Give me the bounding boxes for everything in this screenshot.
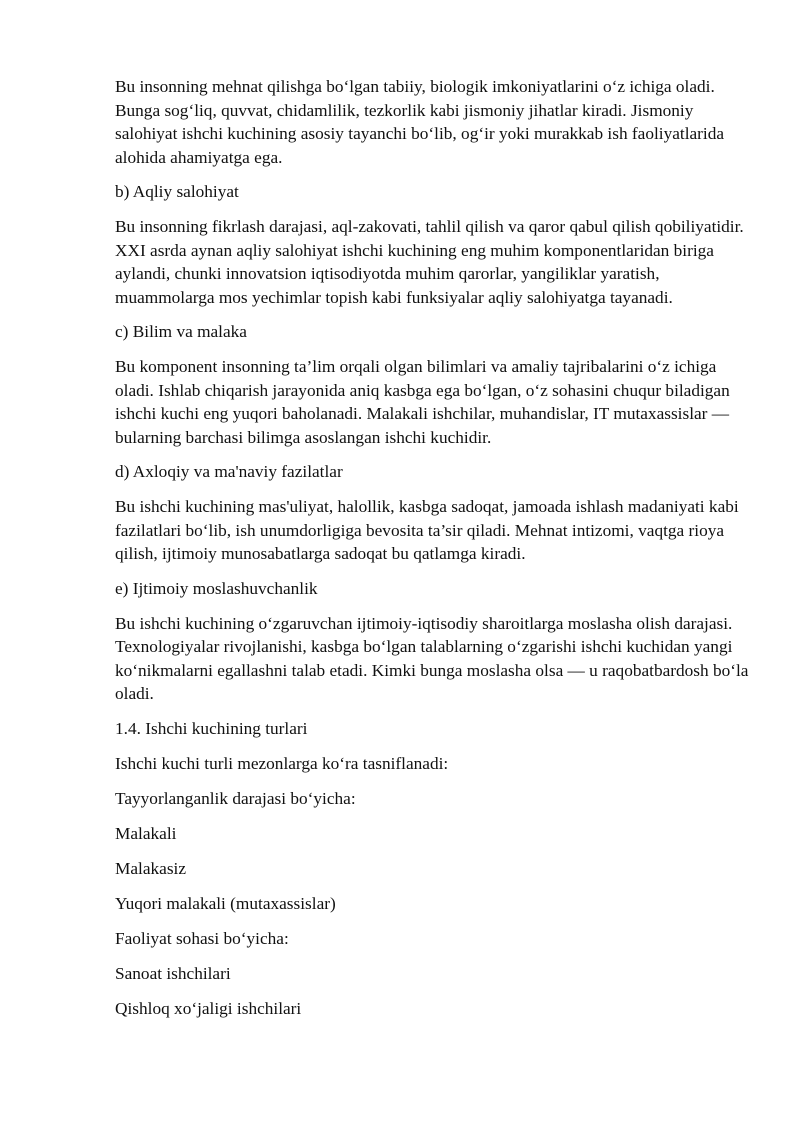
paragraph-physical-potential: Bu insonning mehnat qilishga bo‘lgan tabiiy, biologik imkoniyatlarini o‘z ichiga oladi. Bunga sog‘liq, quvvat, chidamlilik, tezkorlik kabi jismoniy jihatlar kiradi. Jismoniy salohiyat ishchi kuchining asosiy tayanchi bo‘lib, og‘ir yoki murakkab ish faoliyatlarida alohida ahamiyatga ega.	[115, 77, 725, 167]
paragraph-knowledge-skills: Bu komponent insonning ta’lim orqali olgan bilimlari va amaliy tajribalarini o‘z ichiga oladi. Ishlab chiqarish jarayonida aniq kasbga ega bo‘lgan, o‘z sohasini chuqur biladigan ishchi kuchi eng yuqori baholanadi. Malakali ishchilar, muhandislar, IT mutaxassislar — bularning barchasi bilimga asoslangan ishchi kuchidir.	[115, 357, 730, 447]
list-item: Yuqori malakali (mutaxassislar)	[115, 893, 336, 913]
list-item: Malakali	[115, 823, 177, 843]
heading-b-mental-potential: b) Aqliy salohiyat	[115, 182, 239, 201]
list-item: Malakasiz	[115, 858, 187, 878]
paragraph-classification-intro: Ishchi kuchi turli mezonlarga ko‘ra tasniflanadi:	[115, 753, 449, 773]
list-heading-preparation-level: Tayyorlanganlik darajasi bo‘yicha:	[115, 788, 356, 808]
list-heading-activity-sector: Faoliyat sohasi bo‘yicha:	[115, 928, 289, 948]
document-page	[115, 75, 755, 1032]
paragraph-moral-qualities: Bu ishchi kuchining mas'uliyat, halollik, kasbga sadoqat, jamoada ishlash madaniyati kabi fazilatlari bo‘lib, ish unumdorligiga bevosita ta’sir qiladi. Mehnat intizomi, vaqtga rioya qilish, ijtimoiy munosabatlarga sadoqat bu qatlamga kiradi.	[115, 497, 739, 563]
list-item: Qishloq xo‘jaligi ishchilari	[115, 998, 302, 1018]
heading-d-moral-qualities: d) Axloqiy va ma'naviy fazilatlar	[115, 462, 343, 481]
paragraph-social-adaptability: Bu ishchi kuchining o‘zgaruvchan ijtimoiy-iqtisodiy sharoitlarga moslasha olish darajasi. Texnologiyalar rivojlanishi, kasbga bo‘lgan talablarning o‘zgarishi ishchi kuchidan yangi ko‘nikmalarni egallashni talab etadi. Kimki bunga moslasha olsa — u raqobatbardosh bo‘la oladi.	[115, 613, 749, 703]
heading-c-knowledge-skills: c) Bilim va malaka	[115, 322, 247, 341]
list-item: Sanoat ishchilari	[115, 963, 231, 983]
section-heading-1-4: 1.4. Ishchi kuchining turlari	[115, 718, 308, 738]
paragraph-mental-potential: Bu insonning fikrlash darajasi, aql-zakovati, tahlil qilish va qaror qabul qilish qobiliyatidir. XXI asrda aynan aqliy salohiyat ishchi kuchining eng muhim komponentlaridan biriga aylandi, chunki innovatsion iqtisodiyotda muhim qarorlar, yangiliklar yaratish, muammolarga mos yechimlar topish kabi funksiyalar aqliy salohiyatga tayanadi.	[115, 217, 744, 307]
heading-e-social-adaptability: e) Ijtimoiy moslashuvchanlik	[115, 578, 318, 598]
